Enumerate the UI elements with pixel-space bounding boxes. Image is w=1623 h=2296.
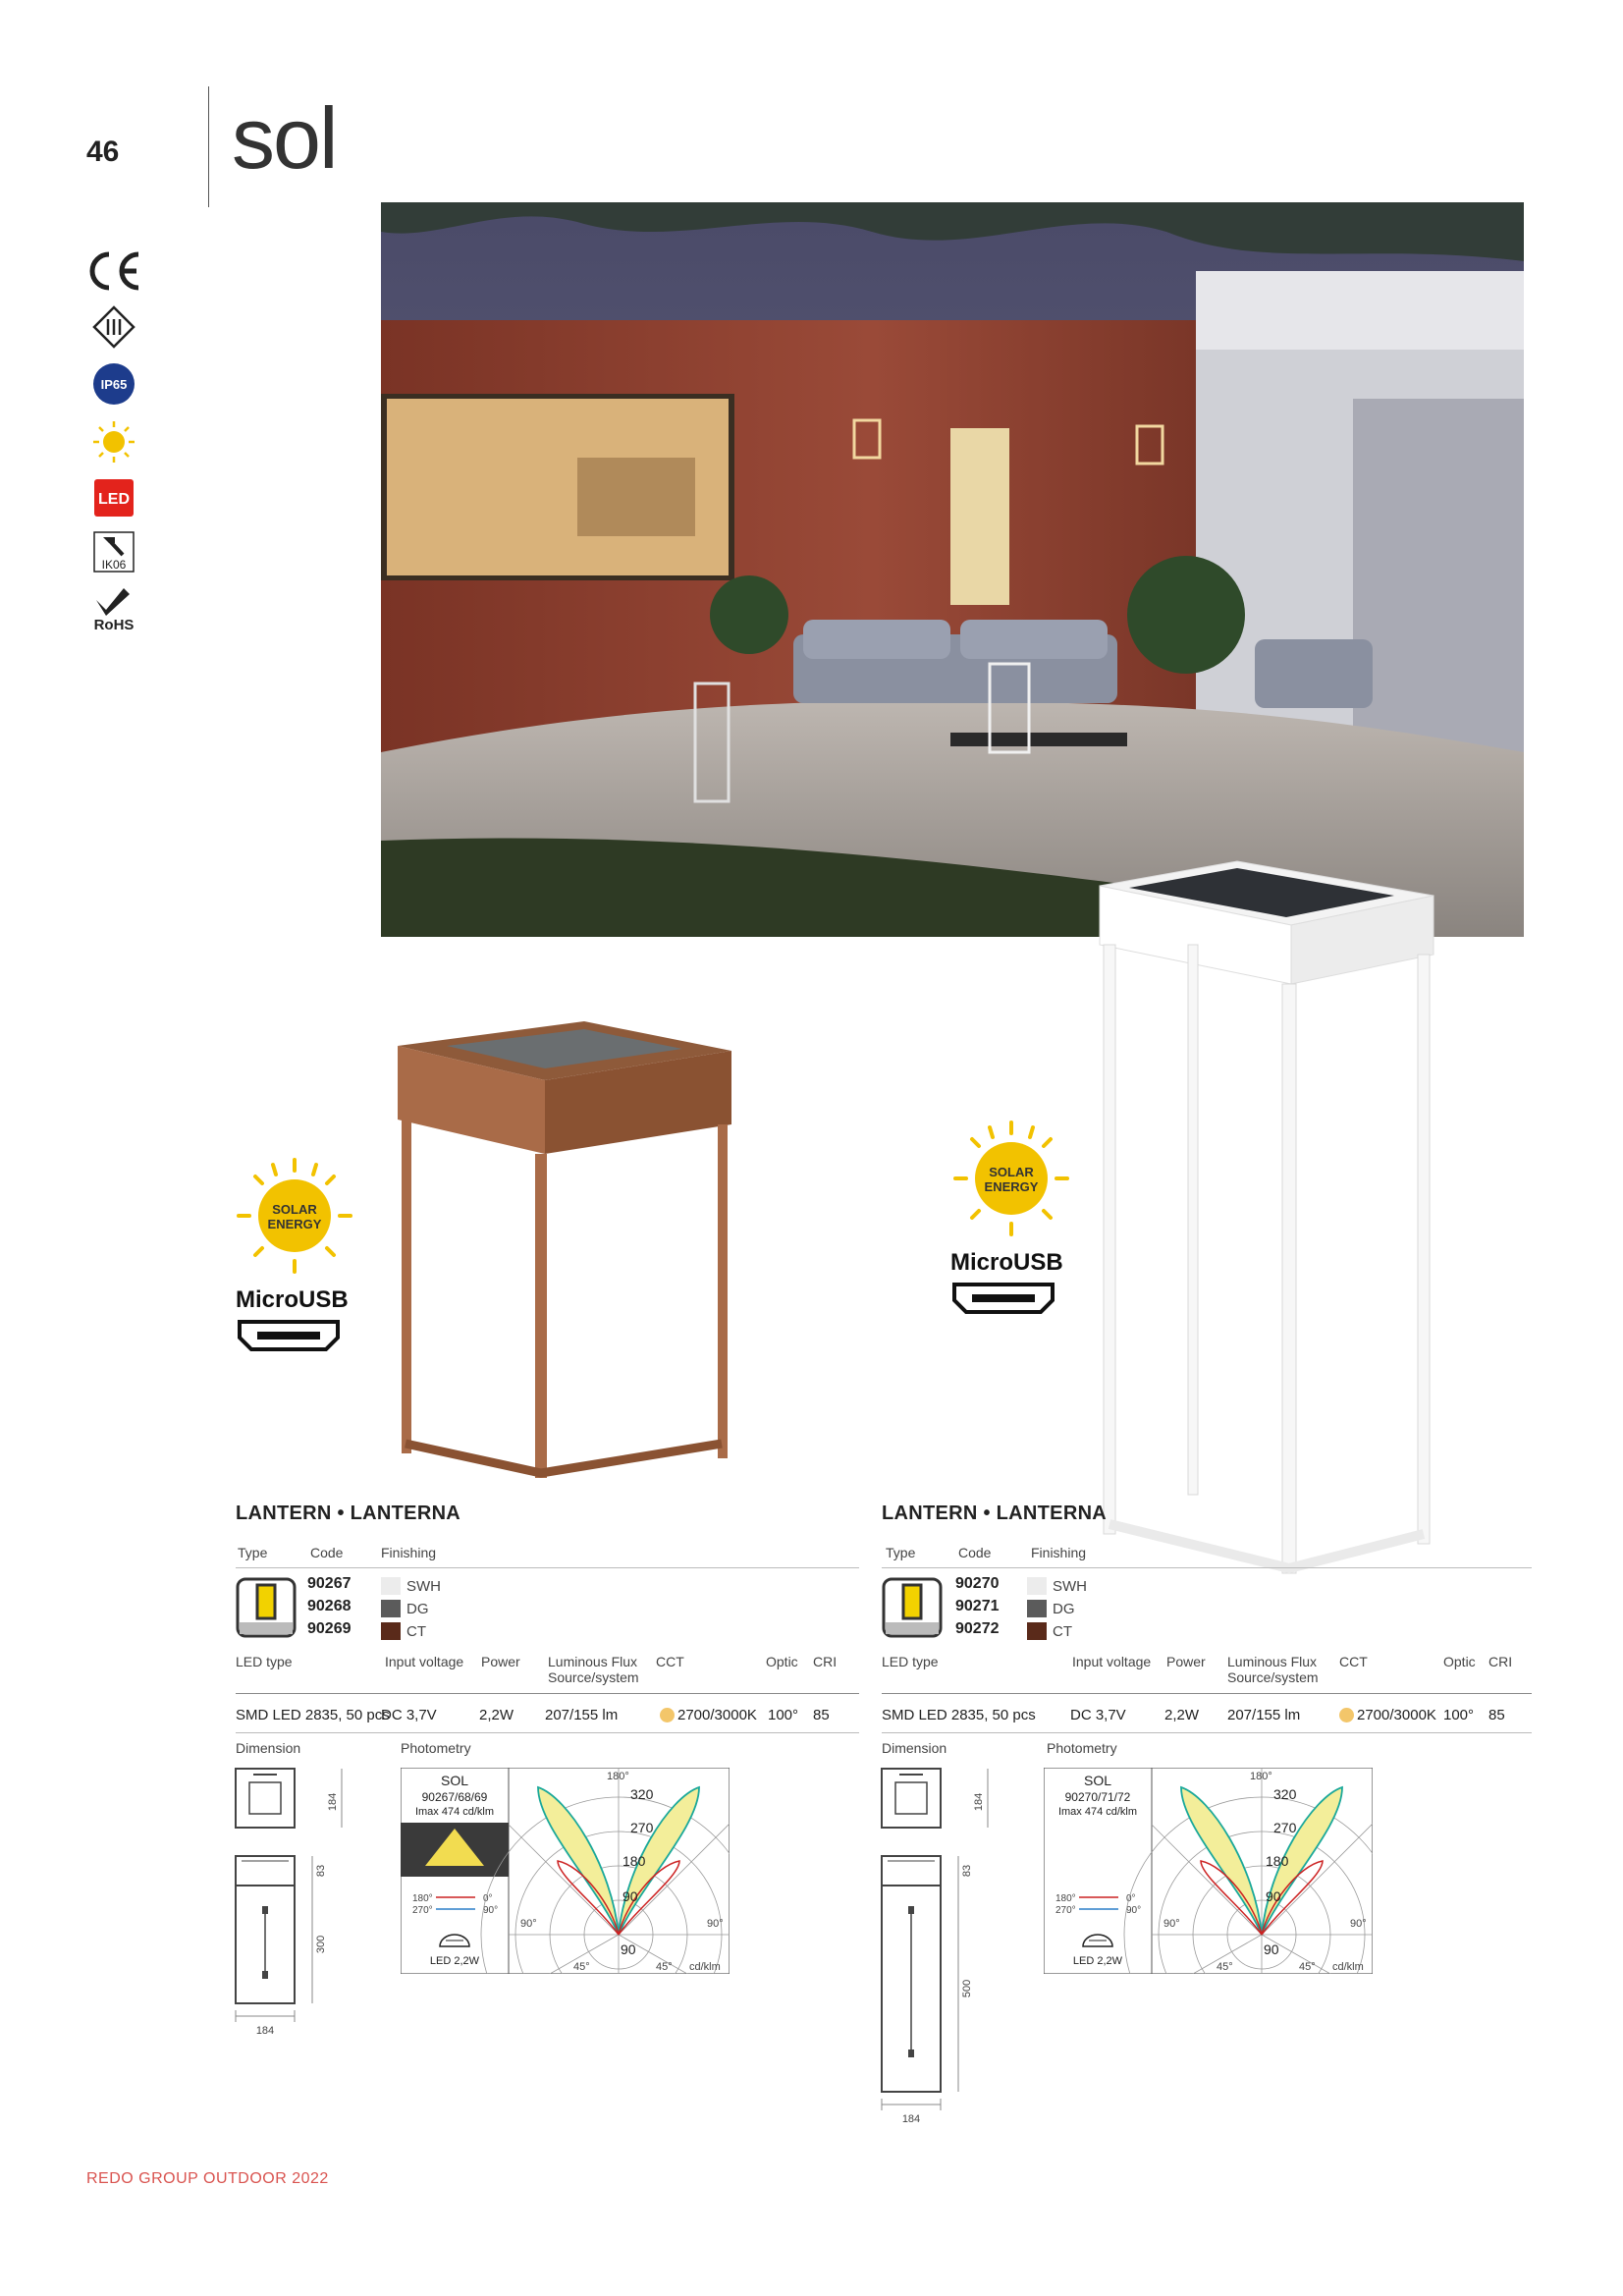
p2-h-input-voltage: Input voltage [1072, 1654, 1152, 1669]
svg-text:0°: 0° [483, 1893, 493, 1904]
p1-cri: 85 [813, 1707, 830, 1723]
p2-code-2: 90271 [955, 1598, 1000, 1614]
svg-text:0°: 0° [1126, 1893, 1136, 1904]
p2-optic: 100° [1443, 1707, 1475, 1723]
hero-photo [381, 202, 1524, 937]
p1-type-icon [236, 1577, 297, 1643]
svg-text:270: 270 [1273, 1820, 1297, 1835]
p2-h-flux-1: Luminous Flux [1227, 1654, 1318, 1669]
p1-finish-ct: CT [381, 1622, 426, 1640]
product-1-title: LANTERN • LANTERNA [236, 1503, 461, 1524]
svg-text:300: 300 [315, 1935, 327, 1954]
p2-finish-ct: CT [1027, 1622, 1072, 1640]
p2-code-1: 90270 [955, 1575, 1000, 1592]
svg-text:SOL: SOL [440, 1773, 469, 1788]
p1-code-1: 90267 [307, 1575, 352, 1592]
ik06-icon [84, 531, 143, 573]
p2-finish-swh: SWH [1027, 1577, 1087, 1595]
svg-text:LED 2,2W: LED 2,2W [429, 1955, 480, 1967]
svg-text:ENERGY: ENERGY [267, 1217, 322, 1231]
p1-rule-3 [236, 1732, 859, 1733]
p1-photometry-label: Photometry [401, 1740, 471, 1756]
microusb-icon-2 [950, 1281, 1056, 1321]
svg-text:cd/klm: cd/klm [689, 1961, 721, 1973]
svg-text:SOLAR: SOLAR [272, 1202, 317, 1217]
p2-header-code: Code [958, 1545, 992, 1560]
svg-text:500: 500 [961, 1979, 973, 1998]
footer-text: REDO GROUP OUTDOOR 2022 [86, 2170, 329, 2187]
svg-text:cd/klm: cd/klm [1332, 1961, 1364, 1973]
ip65-icon [84, 362, 143, 406]
microusb-label-2: MicroUSB [950, 1249, 1063, 1276]
svg-text:IP65: IP65 [100, 377, 128, 392]
solar-energy-badge-2 [952, 1120, 1070, 1242]
svg-text:184: 184 [901, 2113, 921, 2125]
p1-led-type: SMD LED 2835, 50 pcs [236, 1707, 390, 1723]
svg-text:180: 180 [622, 1853, 646, 1869]
svg-text:90°: 90° [1163, 1918, 1180, 1930]
svg-text:320: 320 [1273, 1786, 1297, 1802]
solar-energy-badge [236, 1157, 353, 1280]
svg-text:180°: 180° [1055, 1893, 1076, 1904]
svg-text:83: 83 [961, 1864, 973, 1878]
svg-text:180°: 180° [1250, 1771, 1272, 1782]
svg-text:83: 83 [315, 1864, 327, 1878]
svg-text:LED 2,2W: LED 2,2W [1072, 1955, 1123, 1967]
microusb-icon [236, 1318, 342, 1358]
p1-h-power: Power [481, 1654, 520, 1669]
svg-text:IK06: IK06 [101, 558, 127, 572]
p2-cct-dot-icon [1339, 1708, 1354, 1722]
p1-optic: 100° [768, 1707, 799, 1723]
svg-text:ENERGY: ENERGY [984, 1179, 1039, 1194]
p1-header-finishing: Finishing [381, 1545, 437, 1560]
p2-led-type: SMD LED 2835, 50 pcs [882, 1707, 1036, 1723]
svg-text:90: 90 [1266, 1888, 1281, 1904]
p1-finish-swh: SWH [381, 1577, 441, 1595]
p1-cct: 2700/3000K [677, 1707, 757, 1723]
header-divider [208, 86, 209, 207]
svg-text:90°: 90° [520, 1918, 537, 1930]
p1-h-optic: Optic [766, 1654, 798, 1669]
svg-text:Imax 474 cd/klm: Imax 474 cd/klm [414, 1806, 495, 1818]
p2-header-finishing: Finishing [1031, 1545, 1087, 1560]
microusb-label: MicroUSB [236, 1286, 349, 1313]
p2-type-icon [882, 1577, 943, 1643]
p1-dimension-label: Dimension [236, 1740, 301, 1756]
p2-h-flux-2: Source/system [1227, 1669, 1319, 1685]
svg-text:45°: 45° [1299, 1961, 1316, 1973]
class-iii-icon [84, 305, 143, 349]
led-icon [84, 478, 143, 518]
svg-text:90°: 90° [1350, 1918, 1367, 1930]
svg-text:90°: 90° [1126, 1905, 1142, 1916]
svg-text:180°: 180° [412, 1893, 433, 1904]
svg-text:320: 320 [630, 1786, 654, 1802]
svg-text:90: 90 [621, 1941, 636, 1957]
p2-header-type: Type [886, 1545, 916, 1560]
svg-text:270: 270 [630, 1820, 654, 1835]
certification-icons [84, 250, 143, 645]
svg-text:90°: 90° [483, 1905, 499, 1916]
svg-text:90: 90 [622, 1888, 638, 1904]
svg-text:LED: LED [98, 491, 130, 508]
svg-text:45°: 45° [573, 1961, 590, 1973]
p2-flux: 207/155 lm [1227, 1707, 1301, 1723]
page-number: 46 [86, 136, 120, 168]
p1-h-flux-1: Luminous Flux [548, 1654, 638, 1669]
product-image-white-lantern [1090, 856, 1438, 1588]
p1-photometry-chart [401, 1768, 730, 1979]
p2-h-optic: Optic [1443, 1654, 1476, 1669]
p2-rule-2 [882, 1693, 1532, 1694]
solar-icon [84, 419, 143, 465]
p1-header-type: Type [238, 1545, 268, 1560]
svg-text:SOLAR: SOLAR [989, 1165, 1034, 1179]
p1-rule-1 [236, 1567, 859, 1568]
p1-flux: 207/155 lm [545, 1707, 619, 1723]
p2-power: 2,2W [1164, 1707, 1200, 1723]
svg-text:270°: 270° [1055, 1905, 1076, 1916]
svg-text:270°: 270° [412, 1905, 433, 1916]
p2-finish-dg: DG [1027, 1600, 1075, 1617]
p2-cct: 2700/3000K [1357, 1707, 1436, 1723]
p1-h-cri: CRI [813, 1654, 838, 1669]
p2-photometry-chart [1044, 1768, 1373, 1979]
p1-cct-dot-icon [660, 1708, 675, 1722]
p2-cri: 85 [1488, 1707, 1505, 1723]
p1-h-cct: CCT [656, 1654, 684, 1669]
p1-code-2: 90268 [307, 1598, 352, 1614]
p1-code-3: 90269 [307, 1620, 352, 1637]
svg-text:RoHS: RoHS [93, 617, 135, 631]
ce-mark-icon [84, 250, 143, 292]
svg-text:90270/71/72: 90270/71/72 [1064, 1790, 1131, 1804]
rohs-icon [84, 586, 143, 631]
p2-rule-1 [882, 1567, 1532, 1568]
p2-photometry-label: Photometry [1047, 1740, 1117, 1756]
svg-text:45°: 45° [1217, 1961, 1233, 1973]
p2-h-cct: CCT [1339, 1654, 1368, 1669]
svg-text:180: 180 [1266, 1853, 1289, 1869]
p2-dimension-label: Dimension [882, 1740, 947, 1756]
p2-code-3: 90272 [955, 1620, 1000, 1637]
p2-h-led-type: LED type [882, 1654, 939, 1669]
p1-finish-dg: DG [381, 1600, 429, 1617]
svg-text:90: 90 [1264, 1941, 1279, 1957]
p1-header-code: Code [310, 1545, 344, 1560]
product-image-corten-lantern [388, 1011, 741, 1483]
p1-rule-2 [236, 1693, 859, 1694]
p2-h-cri: CRI [1488, 1654, 1513, 1669]
svg-text:90°: 90° [707, 1918, 724, 1930]
p2-dimension-drawing [880, 1763, 1007, 2141]
svg-text:45°: 45° [656, 1961, 673, 1973]
p1-h-flux-2: Source/system [548, 1669, 639, 1685]
p1-power: 2,2W [479, 1707, 514, 1723]
p2-rule-3 [882, 1732, 1532, 1733]
svg-text:184: 184 [327, 1792, 339, 1812]
p1-input-voltage: DC 3,7V [381, 1707, 437, 1723]
product-2-title: LANTERN • LANTERNA [882, 1503, 1108, 1524]
svg-text:184: 184 [973, 1792, 985, 1812]
p1-dimension-drawing [234, 1763, 361, 2052]
p2-h-power: Power [1166, 1654, 1206, 1669]
svg-text:SOL: SOL [1083, 1773, 1112, 1788]
svg-text:90267/68/69: 90267/68/69 [421, 1790, 488, 1804]
page-title: sol [232, 89, 337, 187]
p1-h-input-voltage: Input voltage [385, 1654, 464, 1669]
p1-h-led-type: LED type [236, 1654, 293, 1669]
p2-input-voltage: DC 3,7V [1070, 1707, 1126, 1723]
svg-text:184: 184 [255, 2025, 275, 2037]
svg-text:Imax 474 cd/klm: Imax 474 cd/klm [1057, 1806, 1138, 1818]
svg-text:180°: 180° [607, 1771, 629, 1782]
